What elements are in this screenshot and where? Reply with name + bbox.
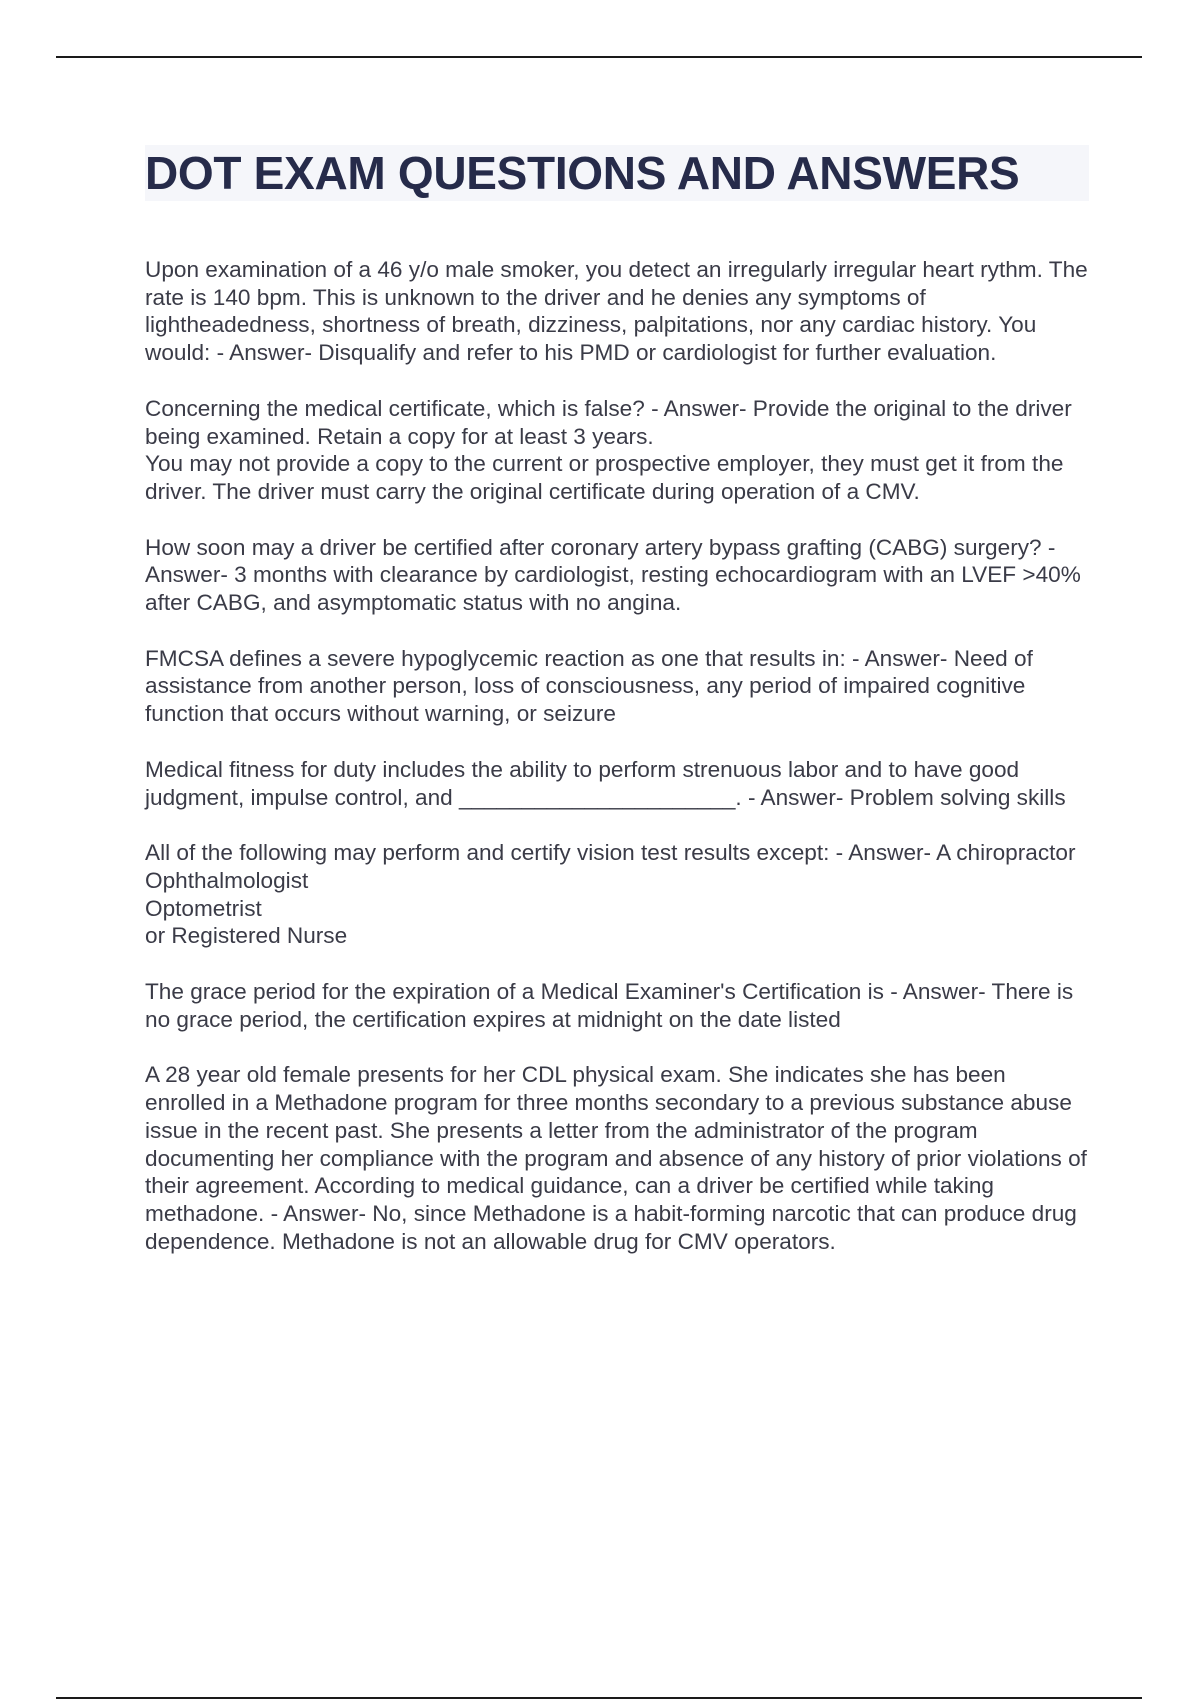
document-title: DOT EXAM QUESTIONS AND ANSWERS xyxy=(145,147,1020,199)
qa-item: How soon may a driver be certified after coronary artery bypass grafting (CABG) surgery? - Answer- 3 months with clearance by cardiologist, resting echocardiogram with an LVEF >40% after CABG, and asymptomatic status with no angina. xyxy=(145,534,1081,616)
qa-list xyxy=(145,256,1091,1283)
qa-item: Medical fitness for duty includes the ability to perform strenuous labor and to have good judgment, impulse control, and ______________________. - Answer- Problem solving skills xyxy=(145,756,1066,810)
qa-item: All of the following may perform and certify vision test results except: - Answer- A chiropractor Ophthalmologist Optometrist or Registered Nurse xyxy=(145,840,1076,949)
qa-item: Upon examination of a 46 y/o male smoker, you detect an irregularly irregular heart rythm. The rate is 140 bpm. This is unknown to the driver and he denies any symptoms of lightheadedness, shortness of breath, dizziness, palpitations, nor any cardiac history. You would: - Answer- Disqualify and refer to his PMD or cardiologist for further evaluation. xyxy=(145,257,1088,366)
qa-item: A 28 year old female presents for her CDL physical exam. She indicates she has been enrolled in a Methadone program for three months secondary to a previous substance abuse issue in the recent past. She presents a letter from the administrator of the program documenting her compliance with the program and absence of any history of prior violations of their agreement. According to medical guidance, can a driver be certified while taking methadone. - Answer- No, since Methadone is a habit-forming narcotic that can produce drug dependence. Methadone is not an allowable drug for CMV operators. xyxy=(145,1062,1087,1254)
qa-item: FMCSA defines a severe hypoglycemic reaction as one that results in: - Answer- Need of assistance from another person, loss of consciousness, any period of impaired cognitive function that occurs without warning, or seizure xyxy=(145,645,1033,727)
header-rule xyxy=(56,56,1142,58)
qa-item: Concerning the medical certificate, which is false? - Answer- Provide the original to the driver being examined. Retain a copy for at least 3 years. You may not provide a copy to the current or prospective employer, they must get it from the driver. The driver must carry the original certificate during operation of a CMV. xyxy=(145,395,1072,504)
qa-item: The grace period for the expiration of a Medical Examiner's Certification is - Answer- There is no grace period, the certification expires at midnight on the date listed xyxy=(145,979,1074,1032)
footer-rule xyxy=(56,1697,1142,1699)
